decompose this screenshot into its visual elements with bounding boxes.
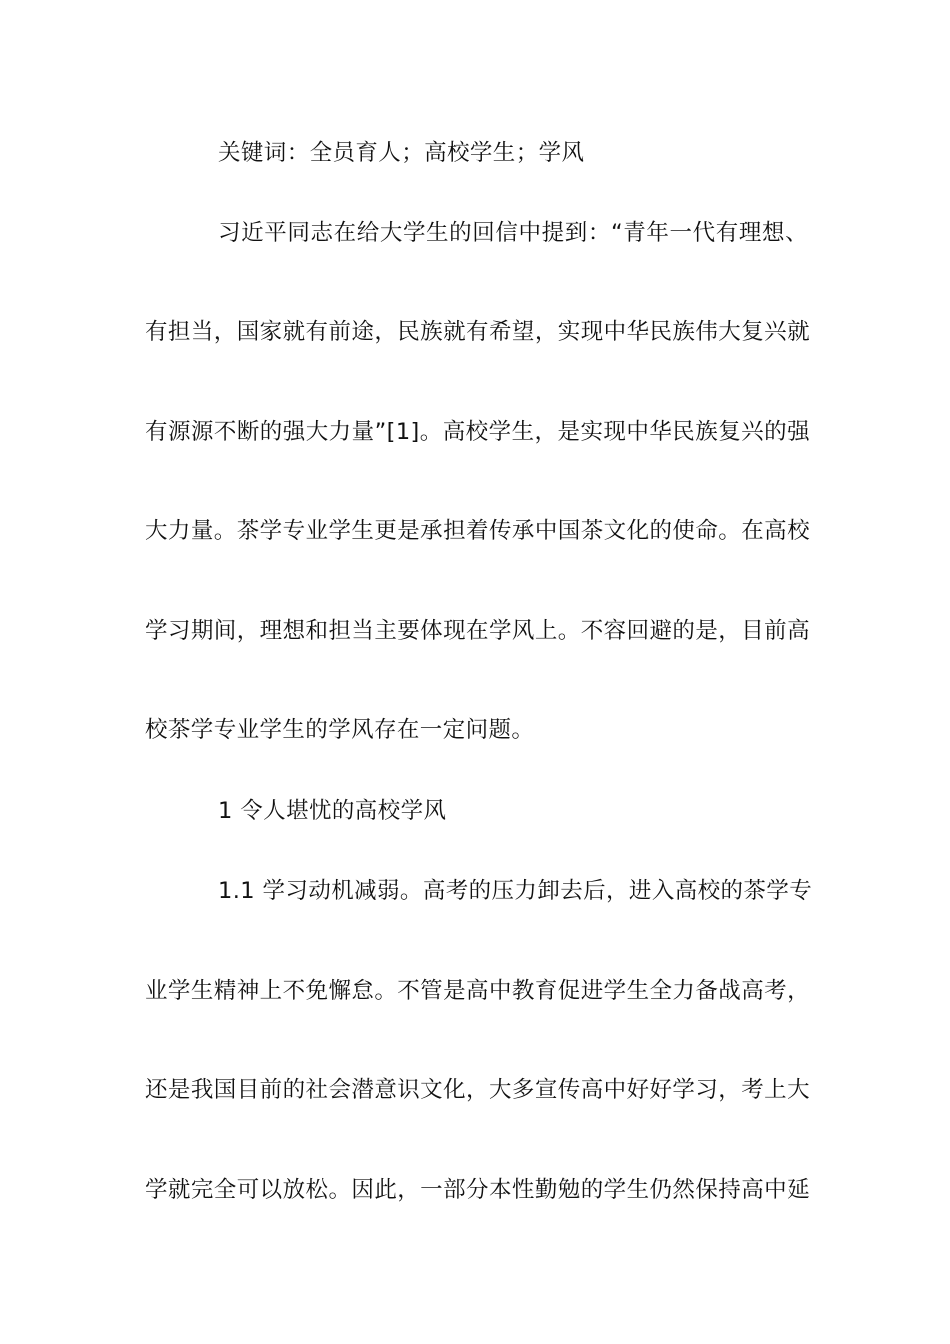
paragraph-1-line-2: 有担当，国家就有前途，民族就有希望，实现中华民族伟大复兴就 bbox=[145, 319, 810, 345]
section-1-heading: 1 令人堪忧的高校学风 bbox=[218, 798, 447, 824]
paragraph-1-line-4: 大力量。茶学专业学生更是承担着传承中国茶文化的使命。在高校 bbox=[145, 518, 810, 544]
paragraph-2-line-4: 学就完全可以放松。因此，一部分本性勤勉的学生仍然保持高中延 bbox=[145, 1177, 810, 1203]
paragraph-2-line-3: 还是我国目前的社会潜意识文化，大多宣传高中好好学习，考上大 bbox=[145, 1077, 810, 1103]
paragraph-1-line-6: 校茶学专业学生的学风存在一定问题。 bbox=[145, 717, 535, 743]
keywords-line: 关键词：全员育人；高校学生；学风 bbox=[218, 140, 585, 166]
paragraph-2-line-1: 1.1 学习动机减弱。高考的压力卸去后，进入高校的茶学专 bbox=[218, 878, 813, 904]
paragraph-1-line-1: 习近平同志在给大学生的回信中提到：“青年一代有理想、 bbox=[218, 220, 808, 246]
paragraph-2-line-2: 业学生精神上不免懈怠。不管是高中教育促进学生全力备战高考， bbox=[145, 978, 810, 1004]
paragraph-1-line-5: 学习期间，理想和担当主要体现在学风上。不容回避的是，目前高 bbox=[145, 618, 810, 644]
paragraph-1-line-3: 有源源不断的强大力量”[1]。高校学生，是实现中华民族复兴的强 bbox=[145, 419, 810, 445]
